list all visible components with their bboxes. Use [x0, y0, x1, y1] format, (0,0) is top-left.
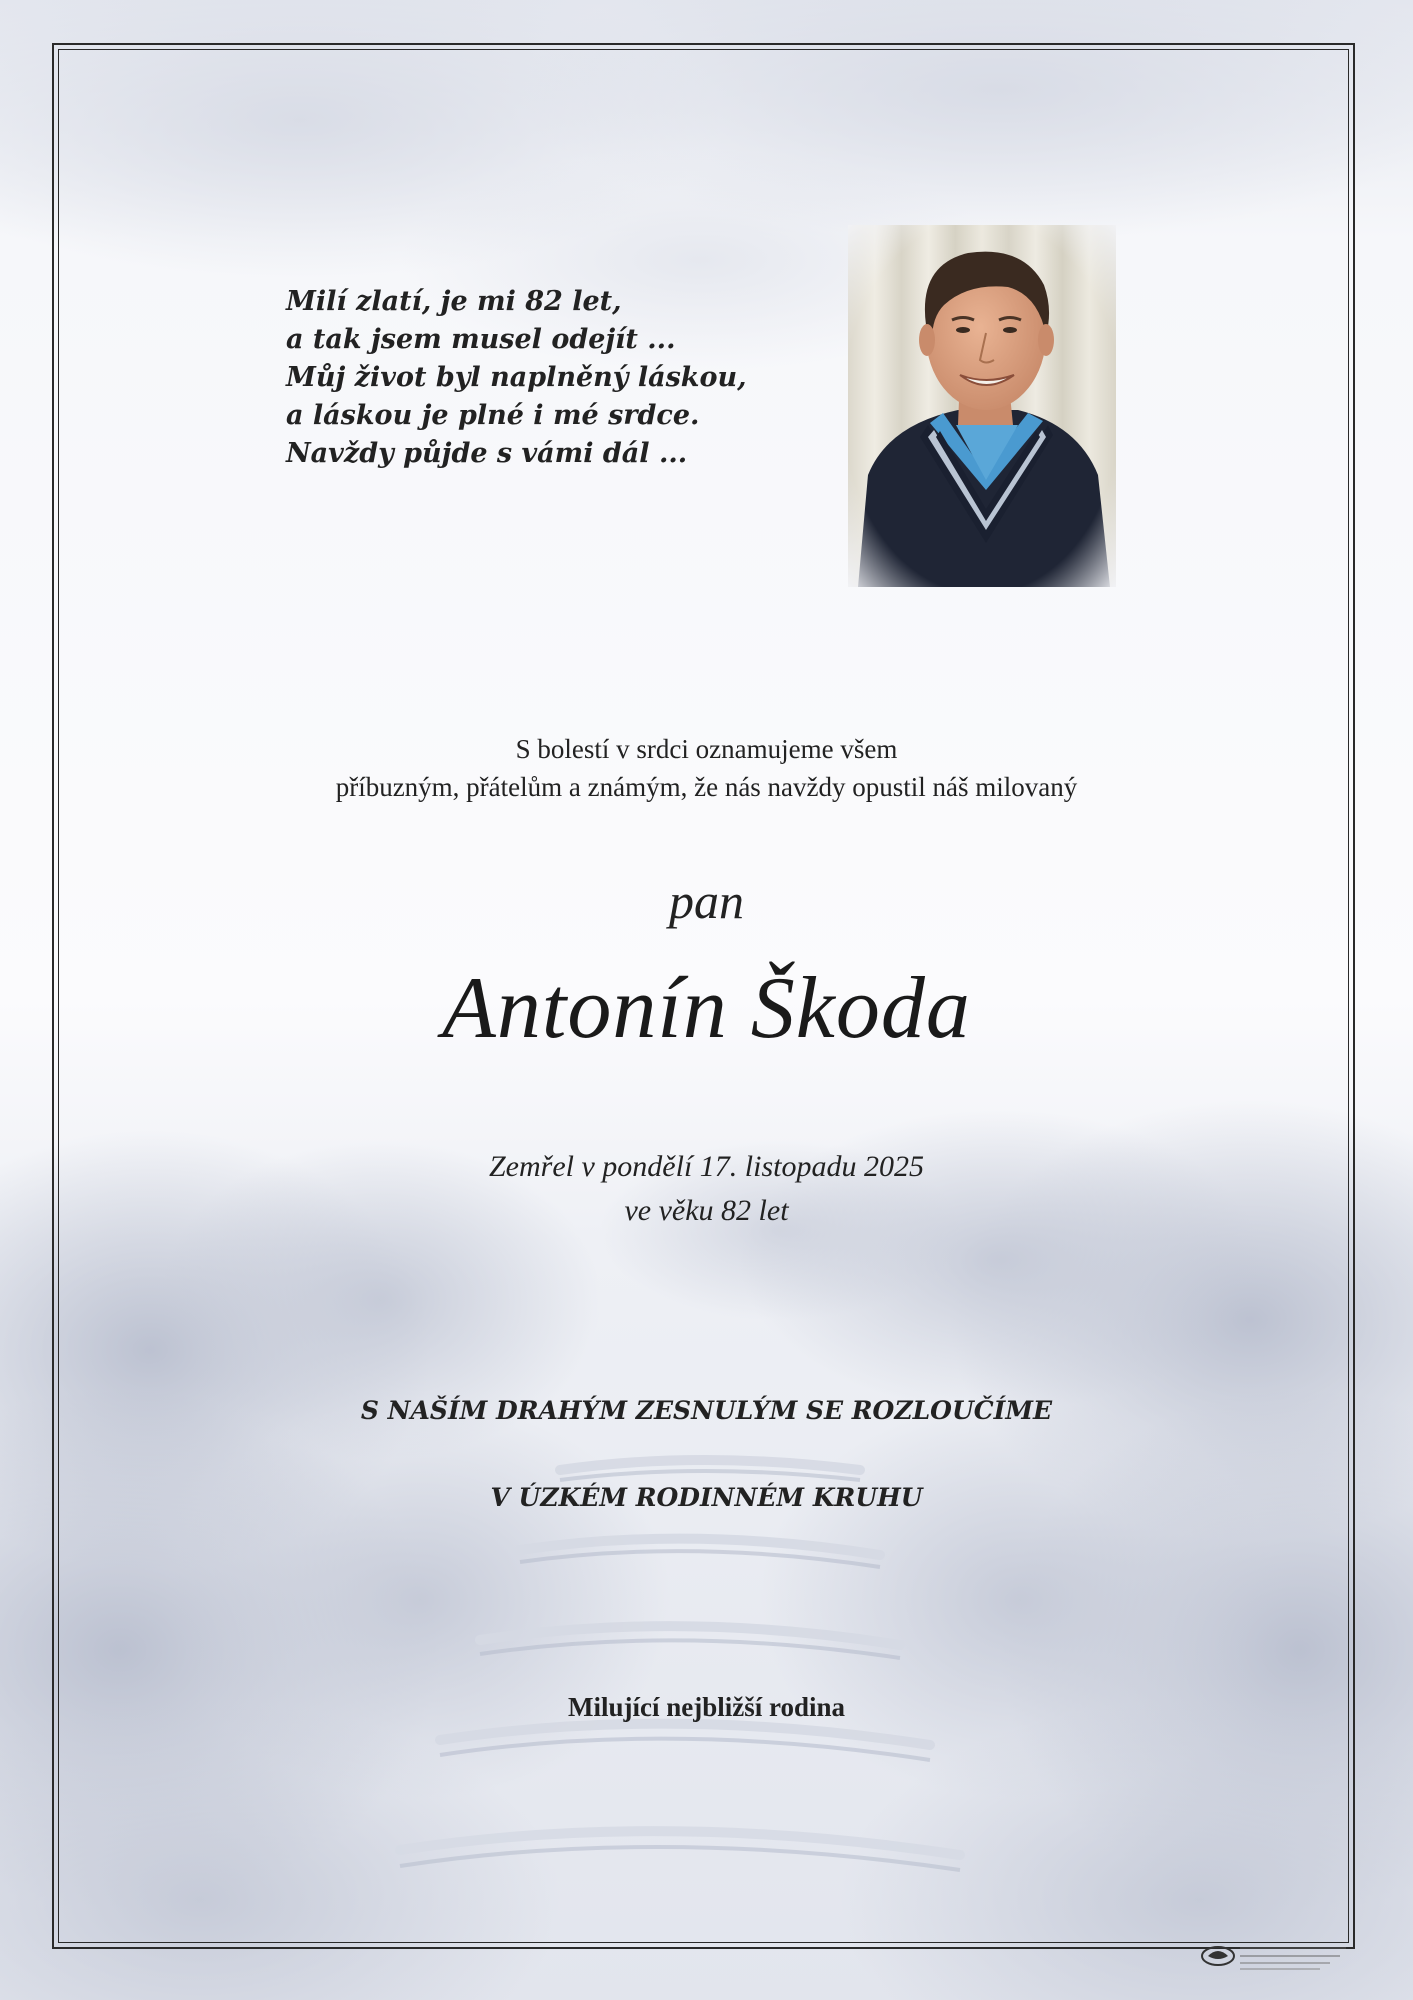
death-age: ve věku 82 let: [624, 1194, 789, 1227]
funeral-service-logo: [1200, 1936, 1350, 1976]
portrait-photo: [848, 225, 1116, 587]
death-info: [200, 1145, 1213, 1233]
honorific: pan: [669, 873, 744, 929]
poem-line: Navždy půjde s vámi dál ...: [286, 438, 688, 469]
announcement-line: příbuzným, přátelům a známým, že nás navždy opustil náš milovaný: [335, 772, 1078, 802]
poem-line: Můj život byl naplněný láskou,: [286, 362, 747, 393]
announcement-line: S bolestí v srdci oznamujeme všem: [515, 734, 898, 764]
poem: [286, 283, 846, 473]
signature: Milující nejbližší rodina: [567, 1692, 845, 1722]
deceased-name: Antonín Škoda: [442, 960, 971, 1057]
farewell-line-2: V ÚZKÉM RODINNÉM KRUHU: [490, 1483, 923, 1512]
poem-line: a láskou je plné i mé srdce.: [286, 400, 700, 431]
death-date: Zemřel v pondělí 17. listopadu 2025: [489, 1150, 924, 1183]
poem-line: Milí zlatí, je mi 82 let,: [286, 286, 622, 317]
farewell-line-1: S NAŠÍM DRAHÝM ZESNULÝM SE ROZLOUČÍME: [360, 1396, 1053, 1425]
poem-line: a tak jsem musel odejít ...: [286, 324, 676, 355]
announcement-text: [200, 730, 1213, 806]
